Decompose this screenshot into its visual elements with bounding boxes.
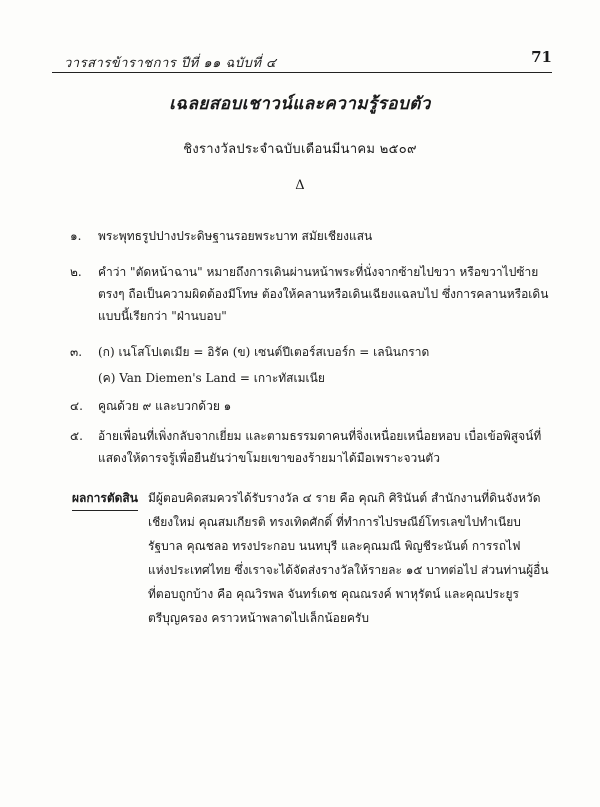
answer-line: อ้ายเพื่อนที่เพิ่งกลับจากเยี่ยม และตามธรรมดาคนที่จิ่งเหนื่อยเหนื่อยหอบ เบื่อเข้อพิสูจน์ที่	[98, 429, 542, 443]
page-title: เฉลยสอบเชาวน์และความรู้รอบตัว	[169, 94, 431, 114]
answer-number: ๓.	[70, 345, 83, 359]
answer-line: (ค) Van Diemen's Land = เกาะทัสเมเนีย	[98, 371, 325, 385]
result-line: แห่งประเทศไทย ซึ่งเราจะได้จัดส่งรางวัลให้รายละ ๑๕ บาทต่อไป ส่วนท่านผู้อื่น	[148, 563, 549, 577]
result-label: ผลการตัดสิน	[72, 486, 138, 511]
answer-number: ๕.	[70, 429, 83, 443]
answer-number: ๔.	[70, 399, 83, 413]
result-line: รัฐบาล คุณชลอ ทรงประกอบ นนทบุรี และคุณมณี พิญชีระนันต์ การรถไฟ	[148, 539, 521, 553]
header-rule	[52, 72, 552, 73]
page-number: 71	[531, 48, 552, 66]
answer-line: ตรงๆ ถือเป็นความผิดต้องมีโทษ ต้องให้คลานหรือเดินเฉียงแฉลบไป ซึ่งการคลานหรือเดิน	[98, 287, 549, 301]
result-line: เชียงใหม่ คุณสมเกียรติ ทรงเทิดศักดิ์ ที่ทำการไปรษณีย์โทรเลขไปทำเนียบ	[148, 515, 521, 529]
result-text	[148, 486, 552, 630]
result-line: ตรีบุญครอง คราวหน้าพลาดไปเล็กน้อยครับ	[148, 611, 369, 625]
answer-line: คูณด้วย ๙ และบวกด้วย ๑	[98, 399, 232, 413]
page-subtitle: ชิงรางวัลประจำฉบับเดือนมีนาคม ๒๕๐๙	[183, 142, 417, 157]
answer-line: แสดงให้ดารจรู้เพื่อยืนยันว่าขโมยเขาของร้ายมาได้มือเพราะจวนตัว	[98, 451, 440, 465]
section-separator: Δ	[295, 178, 305, 193]
answer-line: (ก) เนโสโปเตเมีย = อิรัค (ข) เซนต์ปีเตอร์สเบอร์ก = เลนินกราด	[98, 345, 430, 359]
journal-title: วารสารข้าราชการ ปีที่ ๑๑ ฉบับที่ ๔	[64, 56, 277, 71]
answer-line: แบบนี้เรียกว่า "ฝ่านบอบ"	[98, 309, 227, 323]
result-line: มีผู้ตอบคิดสมควรได้รับรางวัล ๔ ราย คือ คุณกิ ศิรินันต์ สำนักงานที่ดินจังหวัด	[148, 491, 541, 505]
answer-line: คำว่า "ตัดหน้าฉาน" หมายถึงการเดินผ่านหน้าพระที่นั่งจากซ้ายไปขวา หรือขวาไปซ้าย	[98, 265, 539, 279]
running-header	[52, 48, 552, 72]
answer-line: พระพุทธรูปปางประดิษฐานรอยพระบาท สมัยเชียงแสน	[98, 229, 373, 243]
answer-number: ๑.	[70, 229, 82, 243]
result-line: ที่ตอบถูกบ้าง คือ คุณวิรพล จันทร์เดช คุณณรงค์ พาหุรัตน์ และคุณประยูร	[148, 587, 519, 601]
answer-number: ๒.	[70, 265, 82, 279]
